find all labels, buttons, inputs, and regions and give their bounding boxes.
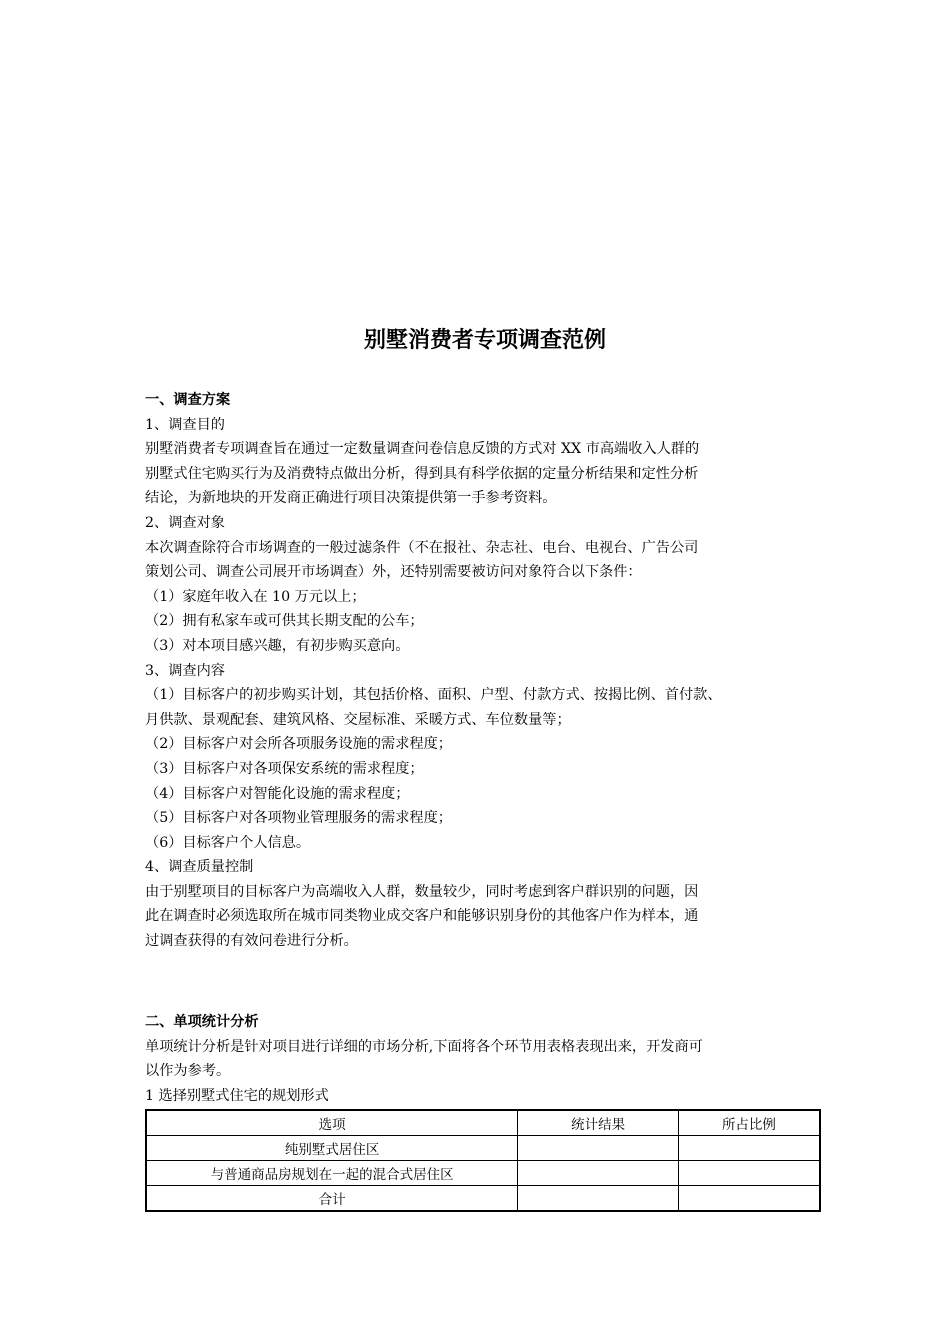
paragraph-line: （1）家庭年收入在 10 万元以上； (145, 588, 366, 605)
paragraph-line: 3、调查内容 (145, 662, 225, 679)
paragraph-line: 过调查获得的有效问卷进行分析。 (145, 933, 358, 950)
paragraph-line: 单项统计分析是针对项目进行详细的市场分析,下面将各个环节用表格表现出来，开发商可 (145, 1038, 703, 1055)
planning-form-table (145, 1109, 821, 1212)
table-cell-option: 与普通商品房规划在一起的混合式居住区 (146, 1161, 518, 1186)
paragraph-line: （6）目标客户个人信息。 (145, 834, 311, 851)
table-cell-result (518, 1186, 679, 1212)
section-single-item-analysis (145, 1010, 825, 1108)
paragraph-line: 此在调查时必须选取所在城市同类物业成交客户和能够识别身份的其他客户作为样本，通 (145, 908, 699, 925)
paragraph-line: 结论，为新地块的开发商正确进行项目决策提供第一手参考资料。 (145, 490, 557, 507)
table-cell-option: 纯别墅式居住区 (146, 1136, 518, 1161)
paragraph-line: 2、调查对象 (145, 514, 225, 531)
column-header-result: 统计结果 (518, 1110, 679, 1136)
column-header-option: 选项 (146, 1110, 518, 1136)
section-heading: 二、单项统计分析 (145, 1014, 259, 1030)
table-header-row (146, 1110, 820, 1136)
paragraph-line: 以作为参考。 (145, 1063, 231, 1080)
paragraph-line: （1）目标客户的初步购买计划，其包括价格、面积、户型、付款方式、按揭比例、首付款、 (145, 687, 722, 704)
table-cell-option: 合计 (146, 1186, 518, 1212)
paragraph-line: （5）目标客户对各项物业管理服务的需求程度； (145, 810, 452, 827)
paragraph-line: 月供款、景观配套、建筑风格、交屋标准、采暖方式、车位数量等； (145, 711, 571, 728)
paragraph-line: 由于别墅项目的目标客户为高端收入人群，数量较少，同时考虑到客户群识别的问题，因 (145, 883, 699, 900)
table-cell-result (518, 1161, 679, 1186)
paragraph-line: 本次调查除符合市场调查的一般过滤条件（不在报社、杂志社、电台、电视台、广告公司 (145, 539, 699, 556)
paragraph-line: 1、调查目的 (145, 416, 225, 433)
paragraph-line: （3）对本项目感兴趣，有初步购买意向。 (145, 637, 410, 654)
paragraph-line: 别墅消费者专项调查旨在通过一定数量调查问卷信息反馈的方式对 XX 市高端收入人群的 (145, 441, 700, 458)
column-header-ratio: 所占比例 (678, 1110, 820, 1136)
document-title: 别墅消费者专项调查范例 (363, 328, 606, 353)
table-row (146, 1161, 820, 1186)
section-survey-plan (145, 388, 825, 954)
table-row-total (146, 1186, 820, 1212)
table-cell-ratio (678, 1161, 820, 1186)
table-cell-ratio (678, 1186, 820, 1212)
table-caption: 1 选择别墅式住宅的规划形式 (145, 1087, 329, 1104)
section-heading: 一、调查方案 (145, 392, 231, 408)
paragraph-line: 策划公司、调查公司展开市场调查）外，还特别需要被访问对象符合以下条件： (145, 564, 642, 581)
paragraph-line: 别墅式住宅购买行为及消费特点做出分析，得到具有科学依据的定量分析结果和定性分析 (145, 465, 699, 482)
table-row (146, 1136, 820, 1161)
paragraph-line: （3）目标客户对各项保安系统的需求程度； (145, 760, 424, 777)
paragraph-line: （2）拥有私家车或可供其长期支配的公车； (145, 613, 424, 630)
table-cell-result (518, 1136, 679, 1161)
table-cell-ratio (678, 1136, 820, 1161)
paragraph-line: 4、调查质量控制 (145, 859, 254, 876)
paragraph-line: （4）目标客户对智能化设施的需求程度； (145, 785, 410, 802)
paragraph-line: （2）目标客户对会所各项服务设施的需求程度； (145, 736, 452, 753)
